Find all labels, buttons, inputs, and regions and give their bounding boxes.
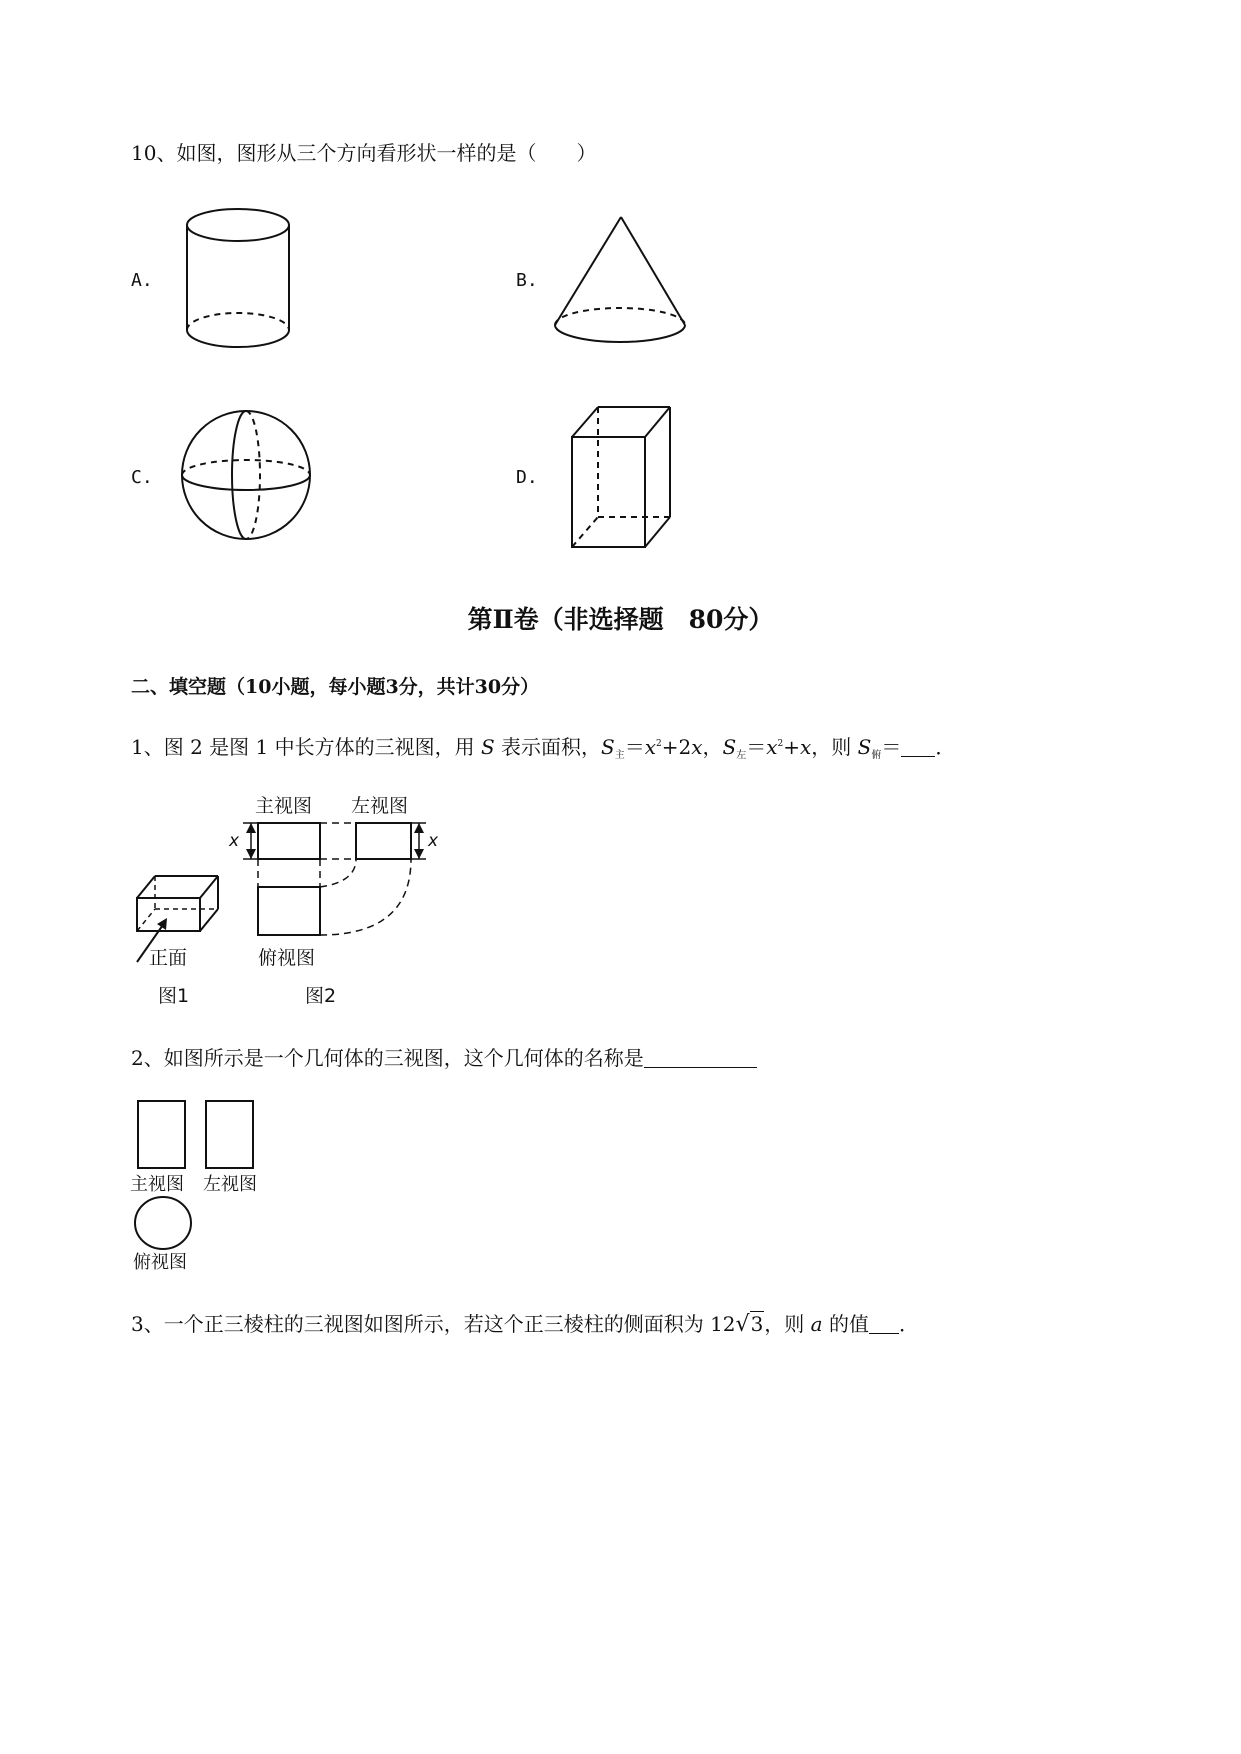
three-view-figure-q2 (125, 1092, 275, 1277)
cylinder-figure (175, 200, 305, 360)
question-10-stem: 10、如图，图形从三个方向看形状一样的是（ ） (131, 141, 597, 165)
q1-plus: + (783, 735, 800, 759)
q3-text: ，则 (764, 1312, 811, 1336)
section-title: 第Ⅱ卷（非选择题 80分） (467, 605, 774, 634)
q2-text: 2、如图所示是一个几何体的三视图，这个几何体的名称是 (131, 1046, 644, 1070)
cone-figure (545, 205, 695, 355)
dimension-x-left: x (229, 831, 240, 851)
dimension-x-right: x (428, 831, 439, 851)
front-view-label: 主视图 (255, 795, 313, 817)
q1-comma: ， (702, 735, 723, 759)
answer-blank[interactable] (644, 1047, 757, 1068)
q1-var-x: x (766, 735, 778, 759)
q1-plus: +2 (661, 735, 692, 759)
answer-blank[interactable] (869, 1313, 899, 1334)
q1-text: 1、图 2 是图 1 中长方体的三视图，用 (131, 735, 481, 759)
section-heading: 二、填空题（10小题，每小题3分，共计30分） (131, 676, 540, 698)
left-view-label: 左视图 (351, 795, 409, 817)
q1-eq: ＝ (746, 735, 767, 759)
q1-var-s: S (601, 735, 615, 759)
option-d-label: D. (516, 467, 538, 488)
q3-var-a: a (810, 1312, 823, 1336)
three-view-figure-q1 (125, 790, 455, 1015)
q1-eq: ＝ (624, 735, 645, 759)
fig2-label: 图2 (305, 985, 337, 1007)
top-view-label: 俯视图 (133, 1252, 187, 1273)
cuboid-figure (560, 395, 685, 560)
answer-blank[interactable] (901, 736, 935, 757)
front-face-label: 正面 (149, 947, 188, 969)
q1-var-x: x (800, 735, 812, 759)
q1-var-s: S (857, 735, 872, 759)
q1-var-s: S (480, 735, 495, 759)
option-c-label: C. (131, 467, 153, 488)
q1-text: 表示面积， (494, 735, 602, 759)
option-a-label: A. (131, 270, 153, 291)
q1-var-s: S (722, 735, 737, 759)
q1-var-x: x (644, 735, 657, 759)
q1-subscript-top: 俯 (871, 750, 882, 761)
sphere-figure (175, 400, 320, 550)
q1-exp: 2 (656, 739, 662, 749)
q3-text: 3、一个正三棱柱的三视图如图所示，若这个正三棱柱的侧面积为 12 (131, 1312, 736, 1336)
q3-period: ． (898, 1312, 919, 1336)
q1-period: ． (935, 735, 956, 759)
q1-then: ，则 (811, 735, 858, 759)
top-view-label: 俯视图 (258, 947, 316, 969)
option-b-label: B. (516, 270, 538, 291)
q3-text: 的值 (822, 1312, 869, 1336)
q1-subscript-main: 主 (614, 750, 625, 761)
front-view-label: 主视图 (130, 1174, 184, 1195)
question-1-stem (131, 730, 955, 770)
question-3-stem (131, 1310, 919, 1339)
q1-subscript-left: 左 (736, 750, 747, 761)
q1-var-x: x (691, 735, 703, 759)
question-2-stem (131, 1044, 757, 1072)
q1-exp: 2 (777, 739, 784, 749)
q1-eq: ＝ (881, 735, 902, 759)
left-view-label: 左视图 (203, 1174, 257, 1195)
sqrt-radicand: 3 (750, 1312, 764, 1336)
sqrt-sign: √ (735, 1312, 750, 1337)
fig1-label: 图1 (158, 985, 190, 1007)
